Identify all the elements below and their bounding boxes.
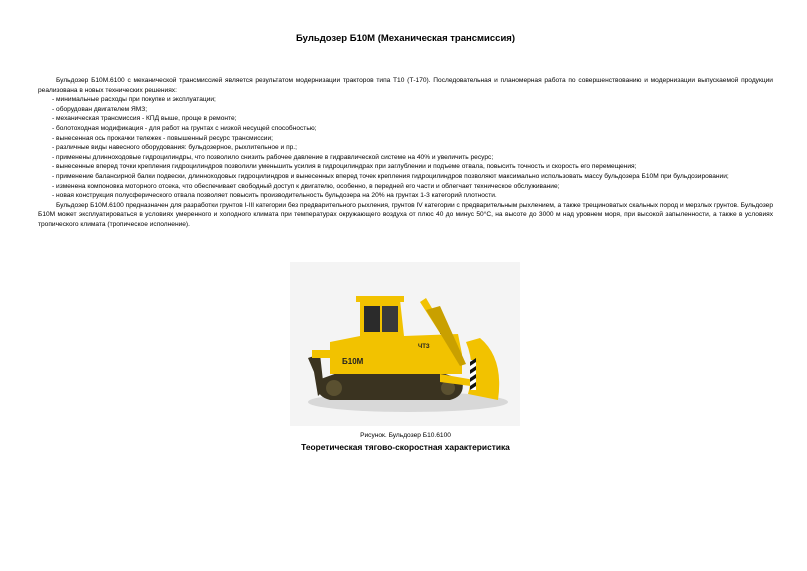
list-item: - применение балансирной балки подвески, длинноходовых гидроцилиндров и вынесенных вперед точек крепления гидроцилиндров позволяют максимально использовать массу бульдозера Б10М при бульдозировании; [52,172,729,180]
list-item: - различные виды навесного оборудования: бульдозерное, рыхлительное и пр.; [52,144,297,152]
cab-window-front [382,306,398,332]
cab-label: Б10М [342,357,364,366]
figure-caption: Рисунок. Бульдозер Б10.6100 [360,432,451,439]
document-title: Бульдозер Б10М (Механическая трансмиссия) [295,33,515,44]
bulldozer-image [290,262,520,426]
list-item: - вынесенная ось прокачки тележек - повышенный ресурс трансмиссии; [52,134,273,142]
list-item: - болотоходная модификация - для работ на грунтах с низкой несущей способностью; [52,124,317,132]
closing-paragraph: Бульдозер Б10М.6100 предназначен для разработки грунтов I-III категории без предварительного рыхления, грунтов IV категории с предварительным рыхлением, а также трещиноватых скальных пород и мерзлых грунтов. Бульдозер Б10М может эксплуатироваться в условиях умеренного и холодного климата при температурах окружающего воздуха от плюс 40 до минус 50°С, на высоте до 3000 м над уровнем моря, при высокой запыленности, а также в условиях тропического климата (тропическое исполнение). [38,201,773,228]
intro-paragraph: Бульдозер Б10М.6100 с механической трансмиссией является результатом модернизации тракторов типа Т10 (Т-170). Последовательная и планомерная работа по совершенствованию и модернизации выпускаемой продукции реализована в новых технических решениях: [38,77,773,94]
list-item: - механическая трансмиссия - КПД выше, проще в ремонте; [52,115,237,123]
list-item: - вынесенные вперед точки крепления гидроцилиндров позволили уменьшить усилия в гидроцилиндрах при заглублении и подъеме отвала, повысить точность и скорость его перемещения; [52,163,637,171]
cab-window-side [364,306,380,332]
list-item: - изменена компоновка моторного отсека, что обеспечивает свободный доступ к двигателю, особенно, в передней его части и облегчает техническое обслуживание; [52,182,560,190]
list-item: - применены длинноходовые гидроцилиндры, что позволило снизить рабочее давление в гидравлической системе на 40% и увеличить ресурс; [52,153,494,161]
cab-roof [356,296,404,302]
bulldozer-illustration [290,262,520,426]
feature-list [38,95,773,201]
section-subtitle: Теоретическая тягово-скоростная характеристика [301,442,510,452]
hood-label: ЧТЗ [418,344,430,350]
list-item: - оборудован двигателем ЯМЗ; [52,105,148,113]
rear-sprocket [326,380,342,396]
list-item: - минимальные расходы при покупке и эксплуатации; [52,96,216,104]
list-item: - новая конструкция полусферического отвала позволяет повысить производительность бульдозера на 20% на грунтах 1-3 категорий плотности. [52,192,497,200]
body-text [38,76,773,230]
blade-warning-stripes [470,358,476,390]
document-page [38,0,773,571]
